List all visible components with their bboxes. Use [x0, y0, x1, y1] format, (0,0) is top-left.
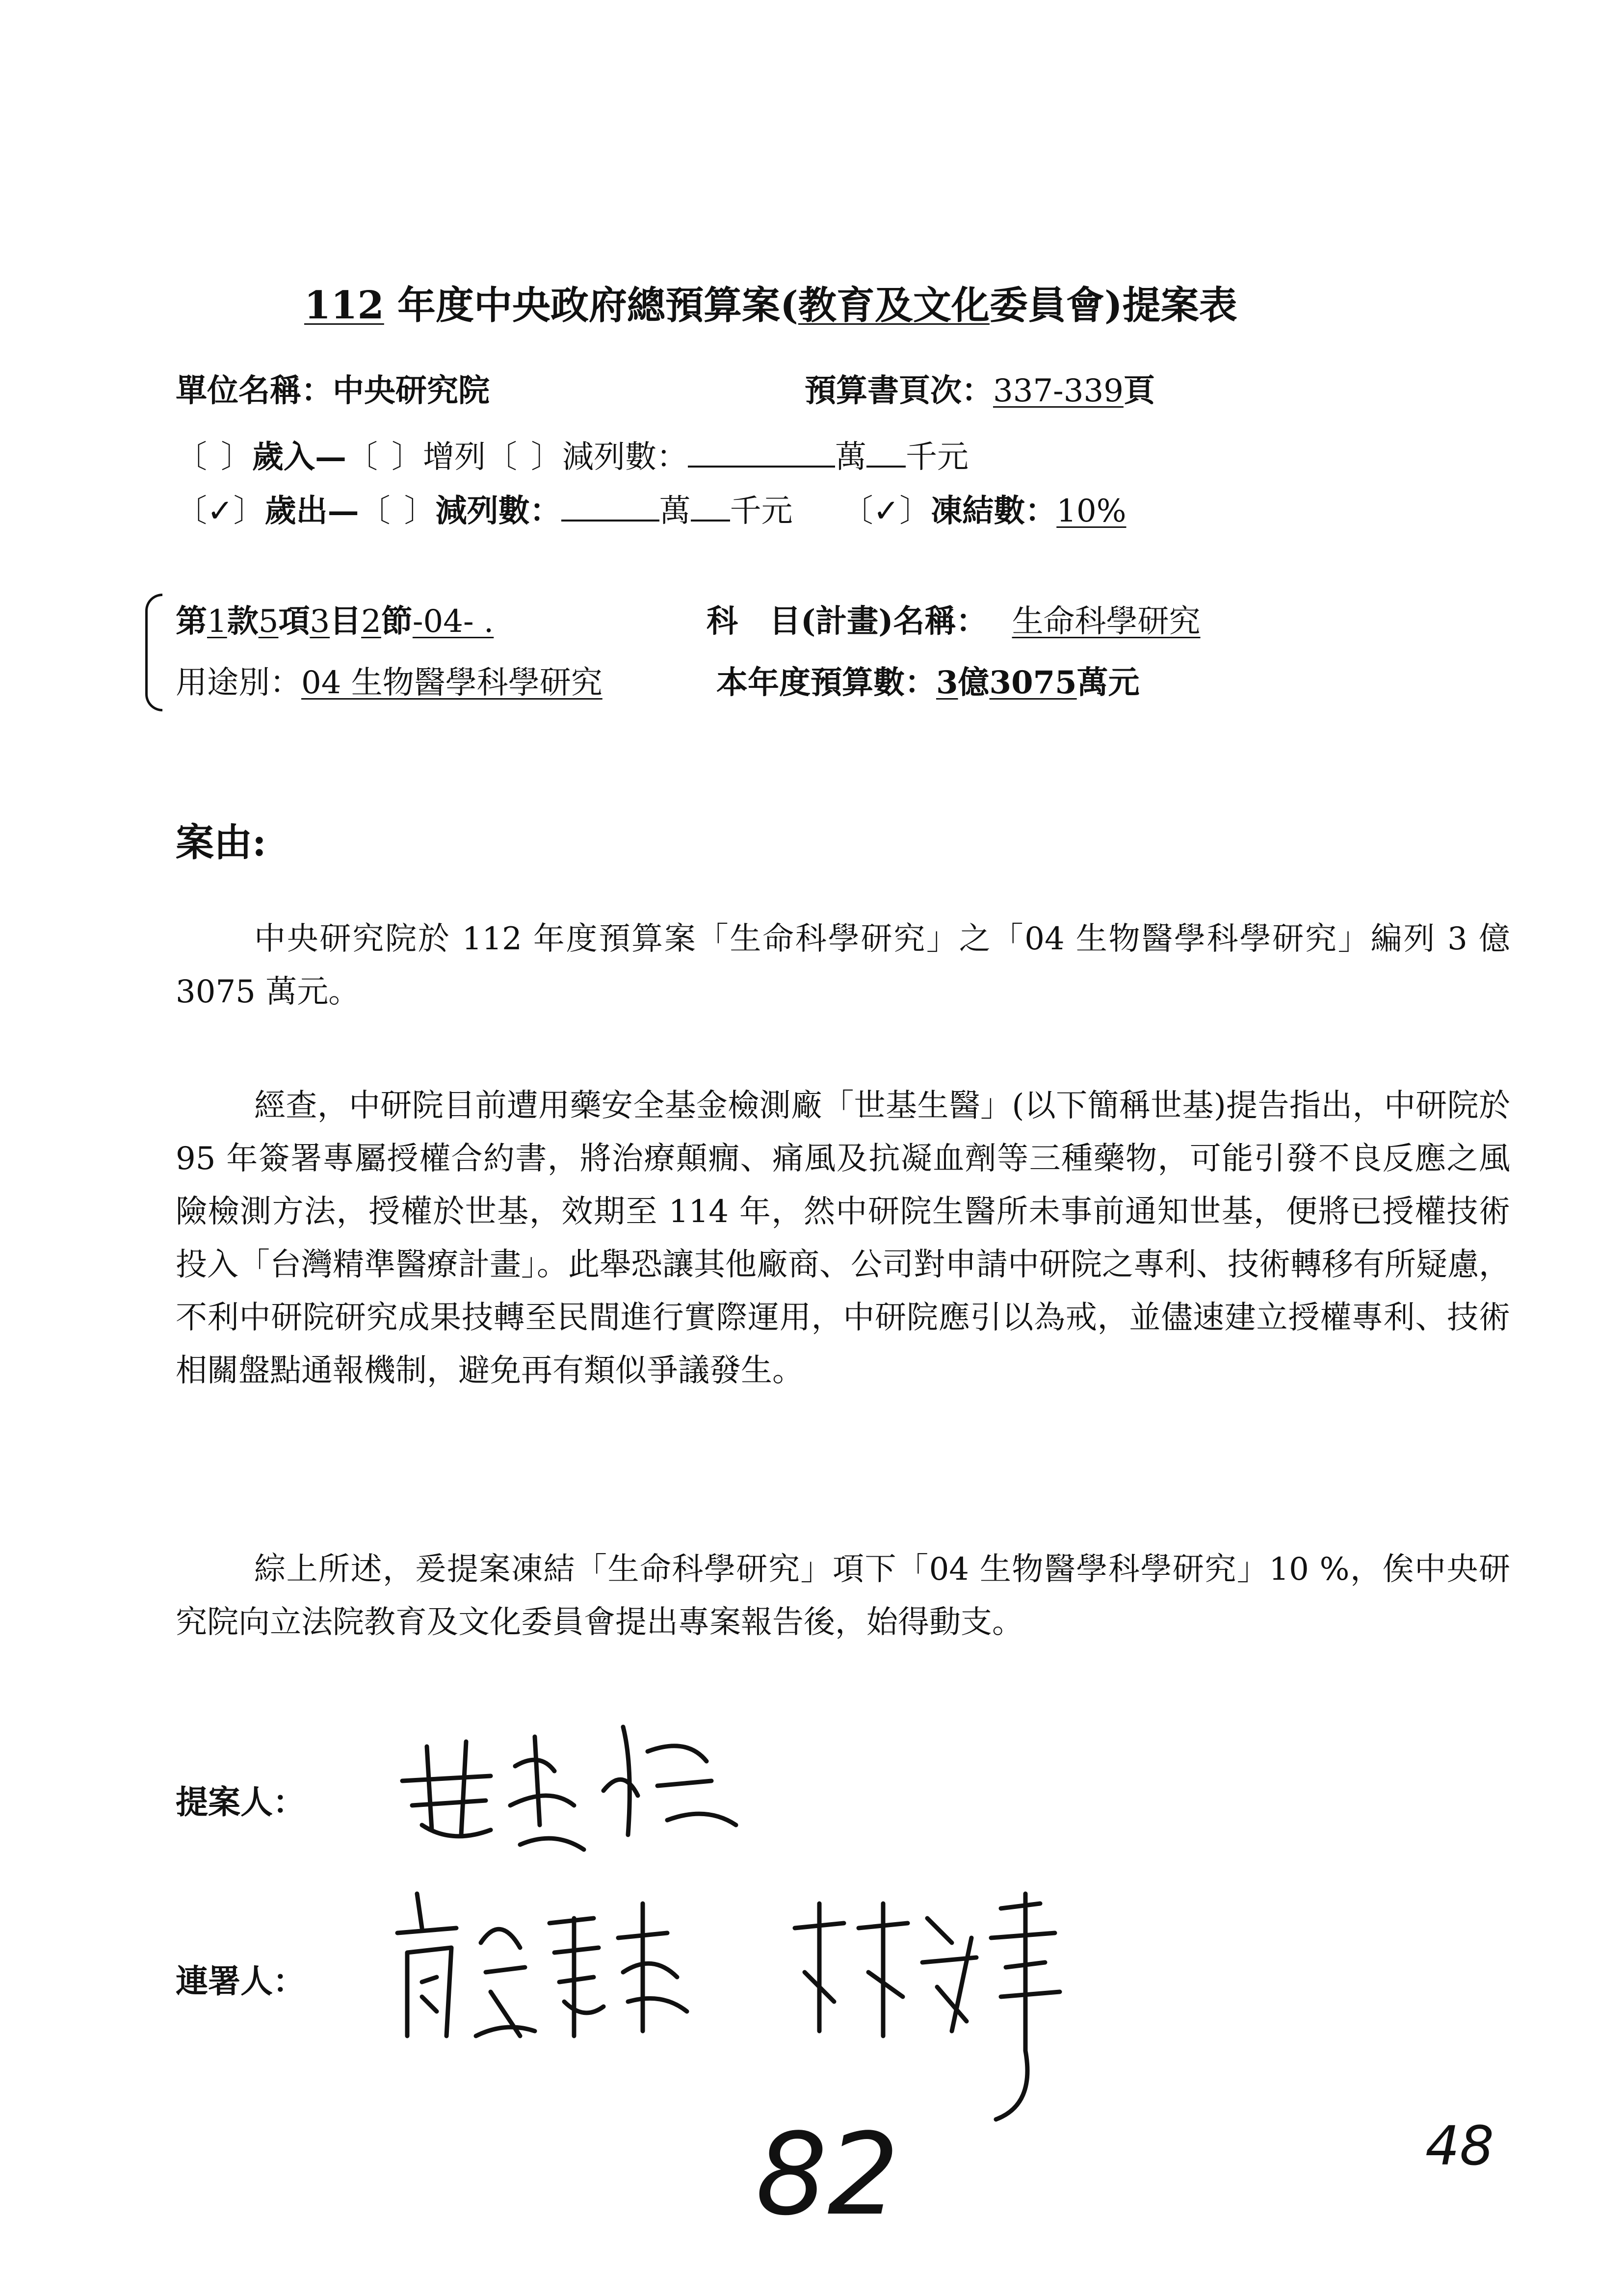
- revenue-wan-blank: [688, 439, 835, 468]
- revenue-label: 歲入—: [252, 439, 346, 475]
- expense-qian: 千元: [730, 493, 793, 529]
- budget-page-value: 337-339: [993, 373, 1124, 409]
- budget-label: 本年度預算數：: [716, 664, 936, 701]
- expense-decrease-checkbox-open: 〔: [359, 493, 391, 529]
- expense-label: 歲出—: [264, 493, 359, 529]
- expense-wan: 萬: [659, 493, 691, 529]
- revenue-qian: 千元: [906, 439, 969, 475]
- paragraph-1: [176, 913, 1510, 1018]
- increase-checkbox-close: 〕: [392, 439, 423, 475]
- expense-check-icon: ✓: [207, 493, 234, 529]
- revenue-wan: 萬: [835, 439, 866, 475]
- freeze-checkbox-open: 〔: [841, 493, 873, 529]
- xiang-value: 5: [258, 603, 279, 640]
- subject-name-value: 生命科學研究: [1012, 603, 1201, 640]
- unit-row: [176, 365, 490, 411]
- increase-label: 增列: [423, 439, 486, 475]
- revenue-line: [176, 432, 969, 477]
- expense-decrease-label: 減列數：: [435, 493, 561, 529]
- budget-wan: 3075: [989, 664, 1077, 701]
- unit-label: 單位名稱：: [176, 372, 333, 409]
- item-brace: [145, 594, 162, 711]
- kuan-value: 1: [207, 603, 227, 640]
- jie-value: 2: [361, 603, 381, 640]
- proposer-label: 提案人：: [176, 1783, 305, 1821]
- page-number: 48: [1425, 2114, 1494, 2177]
- item-row: [176, 596, 494, 641]
- paragraph-3: [176, 1543, 1510, 1649]
- reason-heading: 案由:: [176, 820, 266, 865]
- increase-checkbox-open: 〔: [346, 439, 378, 475]
- budget-wan-unit: 萬元: [1076, 664, 1140, 701]
- form-title: [304, 275, 1237, 330]
- handwritten-number: 82: [756, 2110, 899, 2241]
- kuan-unit: 款: [227, 603, 259, 640]
- expense-decrease-checkbox-close: 〕: [404, 493, 436, 529]
- freeze-check-icon: ✓: [873, 493, 900, 529]
- paragraph-2: [176, 1079, 1510, 1397]
- budget-page-row: [805, 365, 1155, 411]
- expense-wan-blank: [561, 493, 659, 522]
- budget-yi-unit: 億: [958, 664, 990, 701]
- revenue-qian-blank: [866, 439, 906, 468]
- paragraph-3-text: 綜上所述，爰提案凍結「生命科學研究」項下「04 生物醫學科學研究」10 %，俟中央研究院向立法院教育及文化委員會提出專案報告後，始得動支。: [176, 1551, 1510, 1641]
- expense-checkbox-open: 〔: [176, 493, 207, 529]
- expense-qian-blank: [691, 493, 730, 522]
- revenue-checkbox-open: 〔: [176, 439, 207, 475]
- freeze-checkbox-close: 〕: [899, 493, 931, 529]
- jie-unit: 節: [381, 603, 413, 640]
- item-code: -04- .: [412, 603, 494, 640]
- xiang-unit: 項: [278, 603, 310, 640]
- title-committee: 教育及文化: [798, 283, 990, 328]
- revenue-checkbox-close: 〕: [221, 439, 252, 475]
- subject-row: [707, 596, 1201, 641]
- title-prefix: 年度中央政府總預算案(: [384, 283, 798, 328]
- budget-page-unit: 頁: [1123, 372, 1155, 409]
- paragraph-2-text: 經查，中研院目前遭用藥安全基金檢測廠「世基生醫」(以下簡稱世基)提告指出，中研院於 95 年簽署專屬授權合約書，將治療顛癇、痛風及抗凝血劑等三種藥物，可能引發不良反應之風險檢測方法，授權於世基，效期至 114 年，然中研院生醫所未事前通知世基，便將已授權技術投入「台灣精準醫療計畫」。此舉恐讓其他廠商、公司對申請中研院之專利、技術轉移有所疑慮，不利中研院研究成果技轉至民間進行實際運用，中研院應引以為戒，並儘速建立授權專利、技術相關盤點通報機制，避免再有類似爭議發生。: [176, 1088, 1510, 1389]
- decrease-checkbox-open: 〔: [486, 439, 517, 475]
- mu-unit: 目: [330, 603, 362, 640]
- use-label: 用途別：: [176, 665, 301, 701]
- proposer-signature: [393, 1707, 746, 1864]
- mu-value: 3: [310, 603, 330, 640]
- title-year: 112: [304, 283, 384, 328]
- revenue-decrease-label: 減列數：: [562, 439, 688, 475]
- budget-yi: 3: [936, 664, 958, 701]
- budget-page-label: 預算書頁次：: [805, 372, 993, 409]
- expense-line: [176, 486, 1126, 531]
- freeze-value: 10%: [1056, 493, 1126, 529]
- kuan-label: 第: [176, 603, 207, 640]
- use-value: 04 生物醫學科學研究: [301, 665, 602, 701]
- title-suffix: 委員會)提案表: [989, 283, 1237, 328]
- paragraph-1-text: 中央研究院於 112 年度預算案「生命科學研究」之「04 生物醫學科學研究」編列 3 億 3075 萬元。: [176, 921, 1510, 1010]
- subject-name-label: 科 目(計畫)名稱：: [707, 603, 988, 640]
- unit-value: 中央研究院: [333, 372, 490, 409]
- expense-checkbox-close: 〕: [233, 493, 265, 529]
- decrease-checkbox-close: 〕: [531, 439, 562, 475]
- cosigner-signatures: [388, 1874, 1124, 2149]
- budget-row: [716, 657, 1140, 703]
- freeze-label: 凍結數：: [931, 493, 1057, 529]
- cosigner-label: 連署人：: [176, 1962, 305, 2000]
- use-row: [176, 657, 602, 703]
